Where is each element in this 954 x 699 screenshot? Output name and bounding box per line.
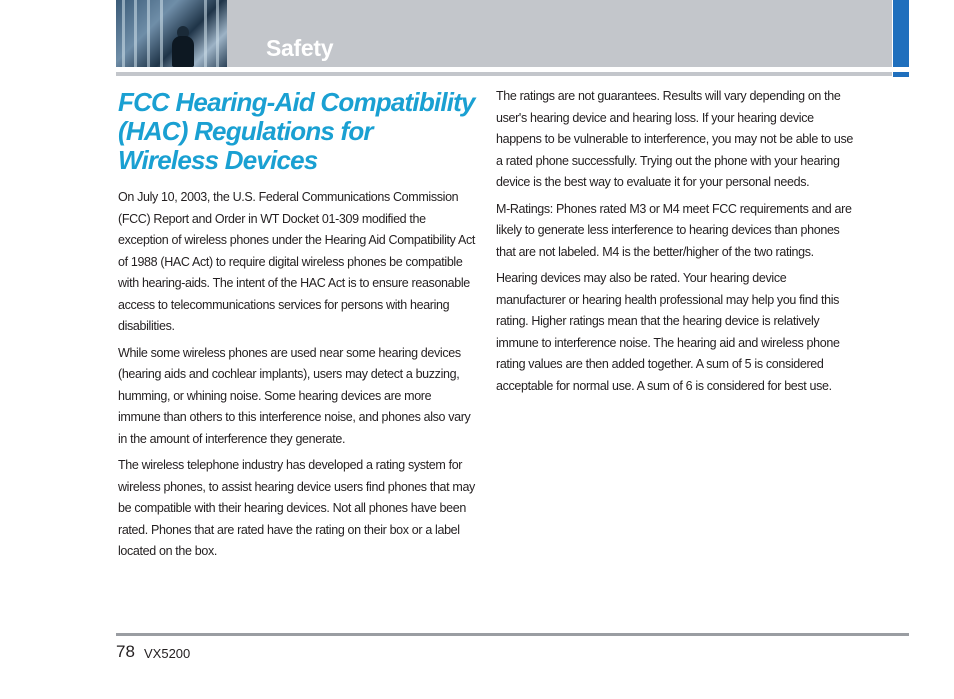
paragraph: While some wireless phones are used near some hearing devices (hearing aids and cochlear implants), users may detect a buzzing, humming, or whining noise. Some hearing devices are more immune than others to this interference noise, and phones also vary in the amount of interference they generate. [118,345,471,446]
section-title: Safety [266,35,334,61]
paragraph: M-Ratings: Phones rated M3 or M4 meet FCC requirements and are likely to generate less interference to hearing devices than phones that are not labeled. M4 is the better/higher of the two ratings. [496,201,852,259]
section-tab [893,0,909,67]
paragraph: On July 10, 2003, the U.S. Federal Communications Commission (FCC) Report and Order in WT Docket 01-309 modified the exception of wireless phones under the Hearing Aid Compatibility Act of 1988 (HAC Act) to require digital wireless phones be compatible with hearing-aids. The intent of the HAC Act is to ensure reasonable access to telecommunications services for persons with hearing disabilities. [118,190,475,333]
person-silhouette [172,36,194,67]
header-photo [116,0,227,67]
section-tab-marker [893,72,909,77]
header-bar [116,0,892,67]
paragraph: Hearing devices may also be rated. Your hearing device manufacturer or hearing health professional may help you find this rating. Higher ratings mean that the hearing device is relatively immune to interference noise. The hearing aid and wireless phone rating values are then added together. A sum of 5 is considered acceptable for normal use. A sum of 6 is considered for best use. [496,271,840,393]
right-column [496,86,854,402]
paragraph: The ratings are not guarantees. Results will vary depending on the user's hearing device and hearing loss. If your hearing device happens to be vulnerable to interference, you may not be able to use a rated phone successfully. Trying out the phone with your hearing device is the best way to evaluate it for your personal needs. [496,89,854,189]
header-divider [116,72,892,76]
model-name: VX5200 [144,646,191,661]
paragraph: The wireless telephone industry has developed a rating system for wireless phones, to assist hearing device users find phones that may be compatible with their hearing devices. Not all phones have been rated. Phones that are rated have the rating on their box or a label located on the box. [118,458,475,558]
footer-divider [116,633,909,636]
left-column [118,187,476,568]
page-number: 78 [116,642,135,661]
article-title: FCC Hearing-Aid Compatibility (HAC) Regulations for Wireless Devices [118,87,475,175]
